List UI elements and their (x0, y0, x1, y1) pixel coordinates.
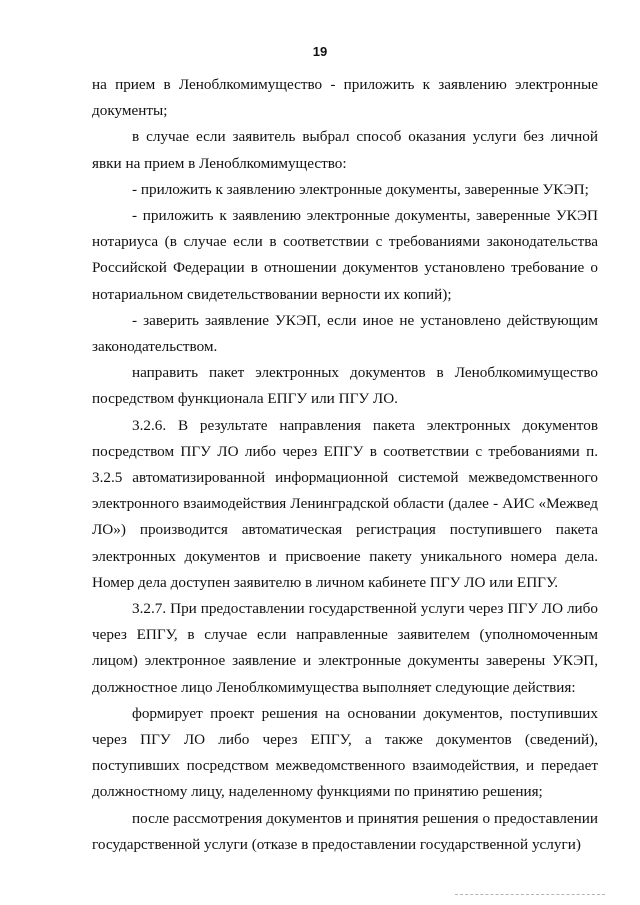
paragraph-4: - приложить к заявлению электронные документы, заверенные УКЭП нотариуса (в случае если в соответствии с требованиями законодательства Российской Федерации в отношении документов установлено требование о нотариальном свидетельствовании верности их копий); (92, 207, 598, 303)
paragraph-2: в случае если заявитель выбрал способ оказания услуги без личной явки на прием в Леноблкомимущество: (92, 128, 598, 172)
document-body (92, 72, 598, 858)
paragraph-3-2-6: 3.2.6. В результате направления пакета электронных документов посредством ПГУ ЛО либо через ЕПГУ в соответствии с требованиями п. 3.2.5 автоматизированной информационной системой межведомственного электронного взаимодействия Ленинградской области (далее - АИС «Межвед ЛО») производится автоматическая регистрация поступившего пакета электронных документов и присвоение пакету уникального номера дела. Номер дела доступен заявителю в личном кабинете ПГУ ЛО или ЕПГУ. (92, 416, 598, 591)
paragraph-3: - приложить к заявлению электронные документы, заверенные УКЭП; (132, 180, 589, 198)
paragraph-5: - заверить заявление УКЭП, если иное не установлено действующим законодательством. (92, 311, 598, 356)
paragraph-3-2-7: 3.2.7. При предоставлении государственной услуги через ПГУ ЛО либо через ЕПГУ, в случае если направленные заявителем (уполномоченным лицом) электронное заявление и электронные документы заверены УКЭП, должностное лицо Леноблкомимущества выполняет следующие действия: (92, 600, 598, 696)
paragraph-9: формирует проект решения на основании документов, поступивших через ПГУ ЛО либо через ЕПГУ, а также документов (сведений), поступивших посредством межведомственного взаимодействия, и передает должностному лицу, наделенному функциями по принятию решения; (92, 704, 598, 801)
page-number: 19 (312, 44, 328, 59)
paragraph-6: направить пакет электронных документов в Леноблкомимущество посредством функционала ЕПГУ или ПГУ ЛО. (92, 364, 598, 408)
paragraph-10: после рассмотрения документов и принятия решения о предоставлении государственной услуги (отказе в предоставлении государственной услуги) (92, 809, 598, 853)
footer-divider (455, 894, 605, 895)
paragraph-1: на прием в Леноблкомимущество - приложить к заявлению электронные документы; (92, 76, 598, 120)
